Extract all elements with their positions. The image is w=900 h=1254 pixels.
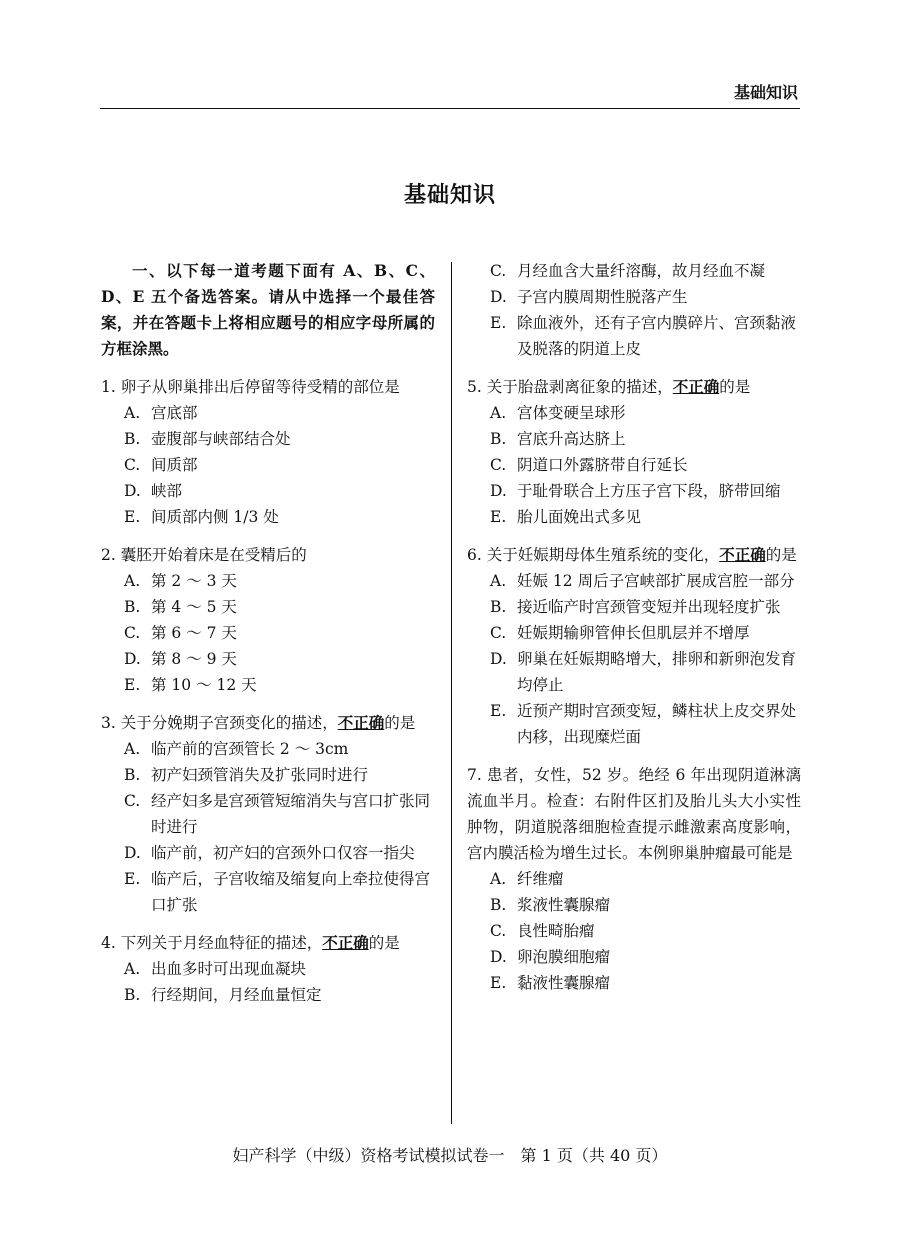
question-7 bbox=[467, 762, 801, 996]
option-b: B. 接近临产时宫颈管变短并出现轻度扩张 bbox=[490, 598, 781, 616]
question-stem: 5. 关于胎盘剥离征象的描述，不正确的是 bbox=[467, 377, 751, 396]
emphasis-not-correct: 不正确 bbox=[337, 713, 385, 732]
question-stem: 7. 患者，女性，52 岁。绝经 6 年出现阴道淋漓流血半月。检查：右附件区扪及胎儿头大小实性肿物，阴道脱落细胞检查提示雌激素高度影响，宫内膜活检为增生过长。本例卵巢肿瘤最可能是 bbox=[467, 766, 801, 862]
option-d: D. 卵泡膜细胞瘤 bbox=[490, 948, 611, 966]
left-column bbox=[101, 258, 435, 1020]
question-5 bbox=[467, 374, 801, 530]
option-a: A. 宫底部 bbox=[124, 404, 198, 422]
option-b: B. 壶腹部与峡部结合处 bbox=[124, 430, 291, 448]
question-4 bbox=[101, 930, 435, 1008]
emphasis-not-correct: 不正确 bbox=[322, 933, 369, 952]
emphasis-not-correct: 不正确 bbox=[719, 545, 766, 564]
running-header: 基础知识 bbox=[733, 83, 798, 102]
option-e: E. 胎儿面娩出式多见 bbox=[490, 508, 642, 526]
header-rule bbox=[100, 108, 800, 109]
option-a: A. 第 2 ～ 3 天 bbox=[124, 572, 237, 590]
option-d: D. 峡部 bbox=[124, 482, 183, 500]
option-c: C. 第 6 ～ 7 天 bbox=[124, 624, 237, 642]
option-b: B. 初产妇颈管消失及扩张同时进行 bbox=[124, 766, 369, 784]
option-d: D. 临产前，初产妇的宫颈外口仅容一指尖 bbox=[124, 844, 415, 862]
question-1 bbox=[101, 374, 435, 530]
option-a: A. 临产前的宫颈管长 2 ～ 3cm bbox=[124, 740, 349, 758]
option-c: C. 妊娠期输卵管伸长但肌层并不增厚 bbox=[490, 624, 750, 642]
option-d: D. 于耻骨联合上方压子宫下段，脐带回缩 bbox=[490, 482, 781, 500]
option-d: D. 卵巢在妊娠期略增大，排卵和新卵泡发育均停止 bbox=[490, 650, 797, 694]
option-e: E. 黏液性囊腺瘤 bbox=[490, 974, 611, 992]
option-c: C. 间质部 bbox=[124, 456, 198, 474]
option-c: C. 经产妇多是宫颈管短缩消失与宫口扩张同时进行 bbox=[124, 792, 431, 836]
option-a: A. 纤维瘤 bbox=[490, 870, 564, 888]
option-d: D. 子宫内膜周期性脱落产生 bbox=[490, 288, 688, 306]
question-stem: 1. 卵子从卵巢排出后停留等待受精的部位是 bbox=[101, 378, 400, 396]
question-3 bbox=[101, 710, 435, 918]
option-b: B. 行经期间，月经血量恒定 bbox=[124, 986, 322, 1004]
section-instructions: 一、以下每一道考题下面有 A、B、C、D、E 五个备选答案。请从中选择一个最佳答案，并在答题卡上将相应题号的相应字母所属的方框涂黑。 bbox=[101, 261, 435, 358]
option-a: A. 妊娠 12 周后子宫峡部扩展成宫腔一部分 bbox=[490, 572, 795, 590]
option-a: A. 出血多时可出现血凝块 bbox=[124, 960, 307, 978]
option-c: C. 良性畸胎瘤 bbox=[490, 922, 595, 940]
question-6 bbox=[467, 542, 801, 750]
question-2 bbox=[101, 542, 435, 698]
column-divider bbox=[451, 262, 452, 1124]
option-c: C. 阴道口外露脐带自行延长 bbox=[490, 456, 688, 474]
question-stem: 2. 囊胚开始着床是在受精后的 bbox=[101, 546, 307, 564]
emphasis-not-correct: 不正确 bbox=[672, 377, 720, 396]
option-e: E. 第 10 ～ 12 天 bbox=[124, 676, 257, 694]
option-e: E. 除血液外，还有子宫内膜碎片、宫颈黏液及脱落的阴道上皮 bbox=[490, 314, 797, 358]
option-b: B. 第 4 ～ 5 天 bbox=[124, 598, 237, 616]
option-d: D. 第 8 ～ 9 天 bbox=[124, 650, 237, 668]
option-e: E. 间质部内侧 1/3 处 bbox=[124, 508, 279, 526]
option-e: E. 近预产期时宫颈变短，鳞柱状上皮交界处内移，出现糜烂面 bbox=[490, 702, 797, 746]
option-b: B. 浆液性囊腺瘤 bbox=[490, 896, 611, 914]
question-4-continued bbox=[467, 258, 801, 362]
right-column bbox=[467, 258, 801, 1008]
option-c: C. 月经血含大量纤溶酶，故月经血不凝 bbox=[490, 262, 766, 280]
page-title: 基础知识 bbox=[403, 182, 496, 208]
question-stem: 6. 关于妊娠期母体生殖系统的变化，不正确的是 bbox=[467, 545, 797, 564]
question-stem: 3. 关于分娩期子宫颈变化的描述，不正确的是 bbox=[101, 713, 416, 732]
option-a: A. 宫体变硬呈球形 bbox=[490, 404, 626, 422]
page-footer: 妇产科学（中级）资格考试模拟试卷一 第 1 页（共 40 页） bbox=[232, 1146, 668, 1165]
option-e: E. 临产后，子宫收缩及缩复向上牵拉使得宫口扩张 bbox=[124, 870, 431, 914]
option-b: B. 宫底升高达脐上 bbox=[490, 430, 626, 448]
question-stem: 4. 下列关于月经血特征的描述，不正确的是 bbox=[101, 933, 400, 952]
